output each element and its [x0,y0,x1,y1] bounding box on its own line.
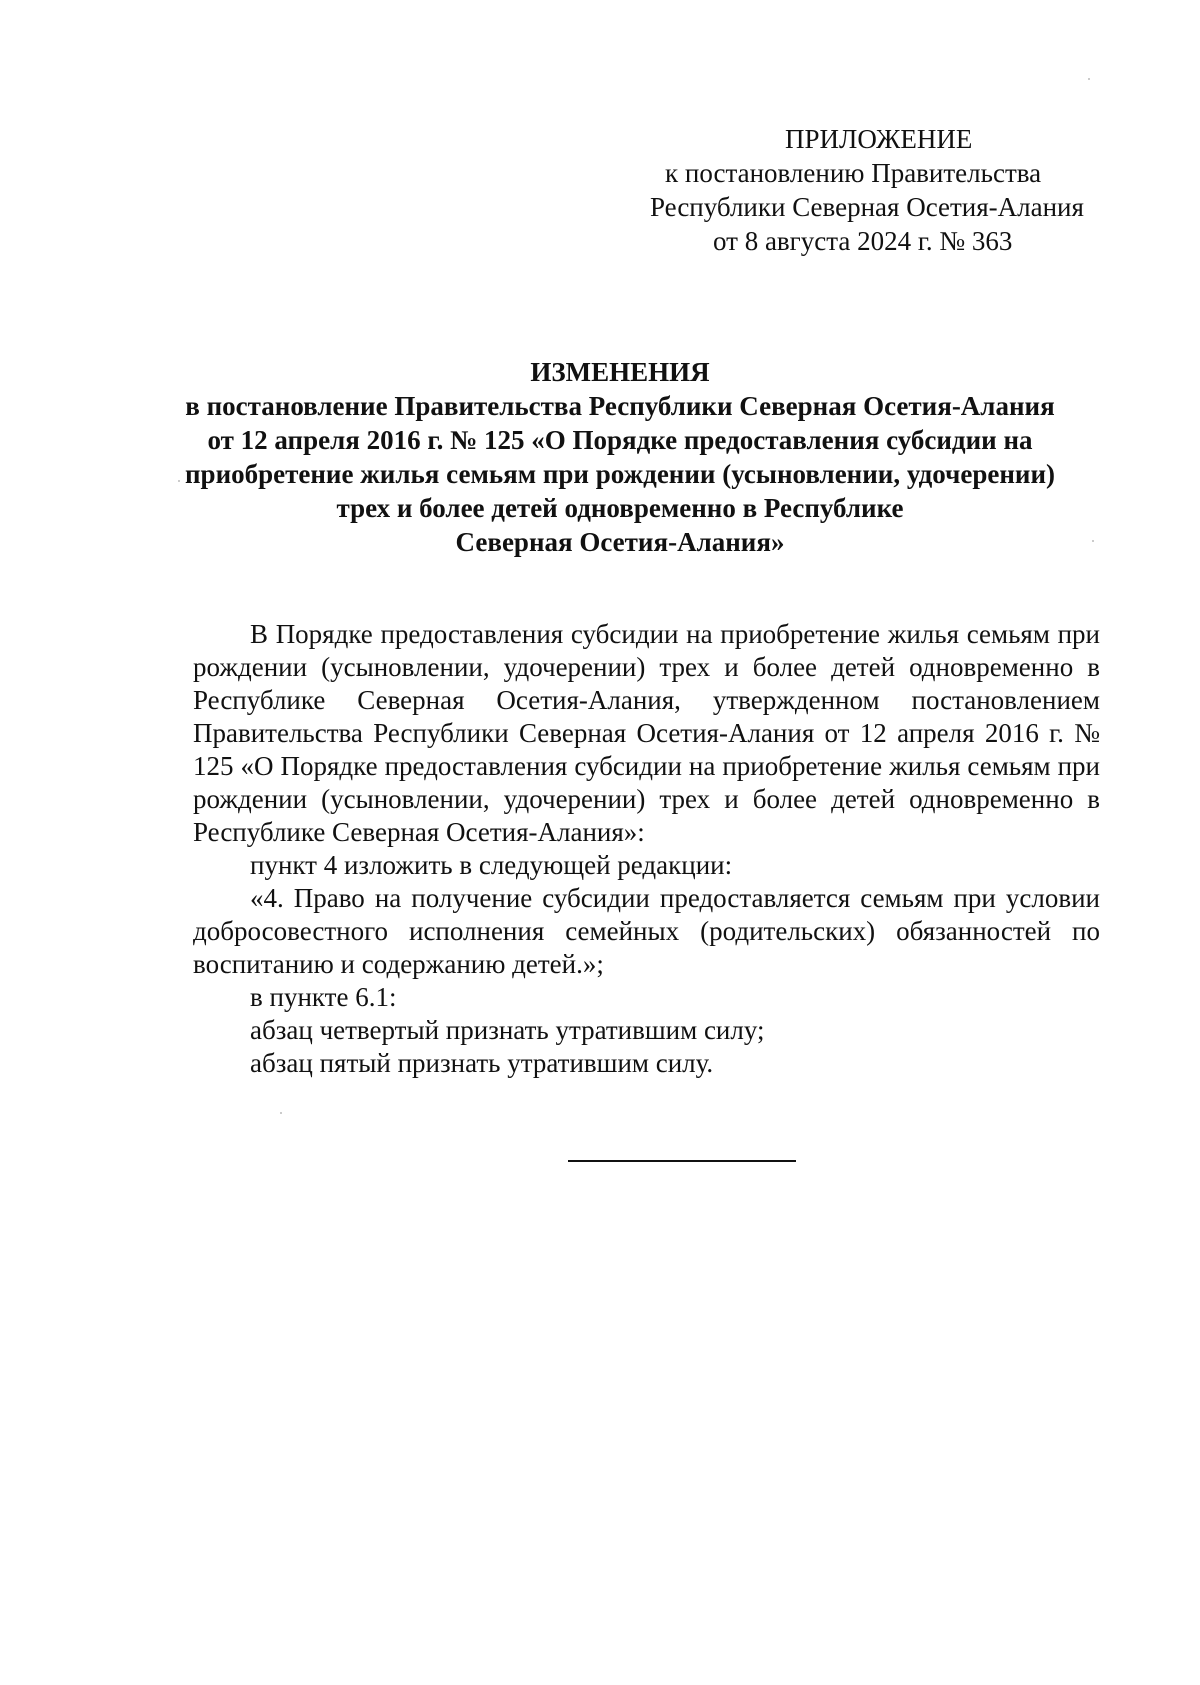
appendix-date-number: от 8 августа 2024 г. № 363 [713,226,1013,256]
heading-line: трех и более детей одновременно в Республике [336,493,904,523]
scan-speck [280,1112,282,1114]
document-body [193,618,1100,1080]
body-paragraph: абзац пятый признать утратившим силу. [250,1048,714,1078]
end-separator-line [568,1160,796,1162]
body-paragraph: В Порядке предоставления субсидии на приобретение жилья семьям при рождении (усыновлении, удочерении) трех и более детей одновременно в Республике Северная Осетия-Алания, утвержденном постановлением Правительства Республики Северная Осетия-Алания от 12 апреля 2016 г. № 125 «О Порядке предоставления субсидии на приобретение жилья семьям при рождении (усыновлении, удочерении) трех и более детей одновременно в Республике Северная Осетия-Алания»: [193,619,1100,847]
scan-speck [1092,540,1094,542]
heading-line: Северная Осетия-Алания» [455,527,785,557]
heading-line: приобретение жилья семьям при рождении (усыновлении, удочерении) [185,459,1055,489]
heading-line: от 12 апреля 2016 г. № 125 «О Порядке предоставления субсидии на [207,425,1033,455]
body-paragraph: «4. Право на получение субсидии предоставляется семьям при условии добросовестного исполнения семейных (родительских) обязанностей по воспитанию и содержанию детей.»; [193,883,1100,979]
scan-speck [178,480,180,482]
scan-speck [1088,78,1090,80]
document-heading [150,355,1090,559]
appendix-title: ПРИЛОЖЕНИЕ [785,124,973,154]
body-paragraph: в пункте 6.1: [250,982,397,1012]
body-paragraph: абзац четвертый признать утратившим силу; [250,1015,765,1045]
heading-title: ИЗМЕНЕНИЯ [530,357,710,387]
appendix-reference-line: к постановлению Правительства [665,158,1042,188]
heading-line: в постановление Правительства Республики Северная Осетия-Алания [185,391,1055,421]
appendix-republic-line: Республики Северная Осетия-Алания [650,192,1084,222]
body-paragraph: пункт 4 изложить в следующей редакции: [250,850,733,880]
appendix-header [620,122,1140,258]
